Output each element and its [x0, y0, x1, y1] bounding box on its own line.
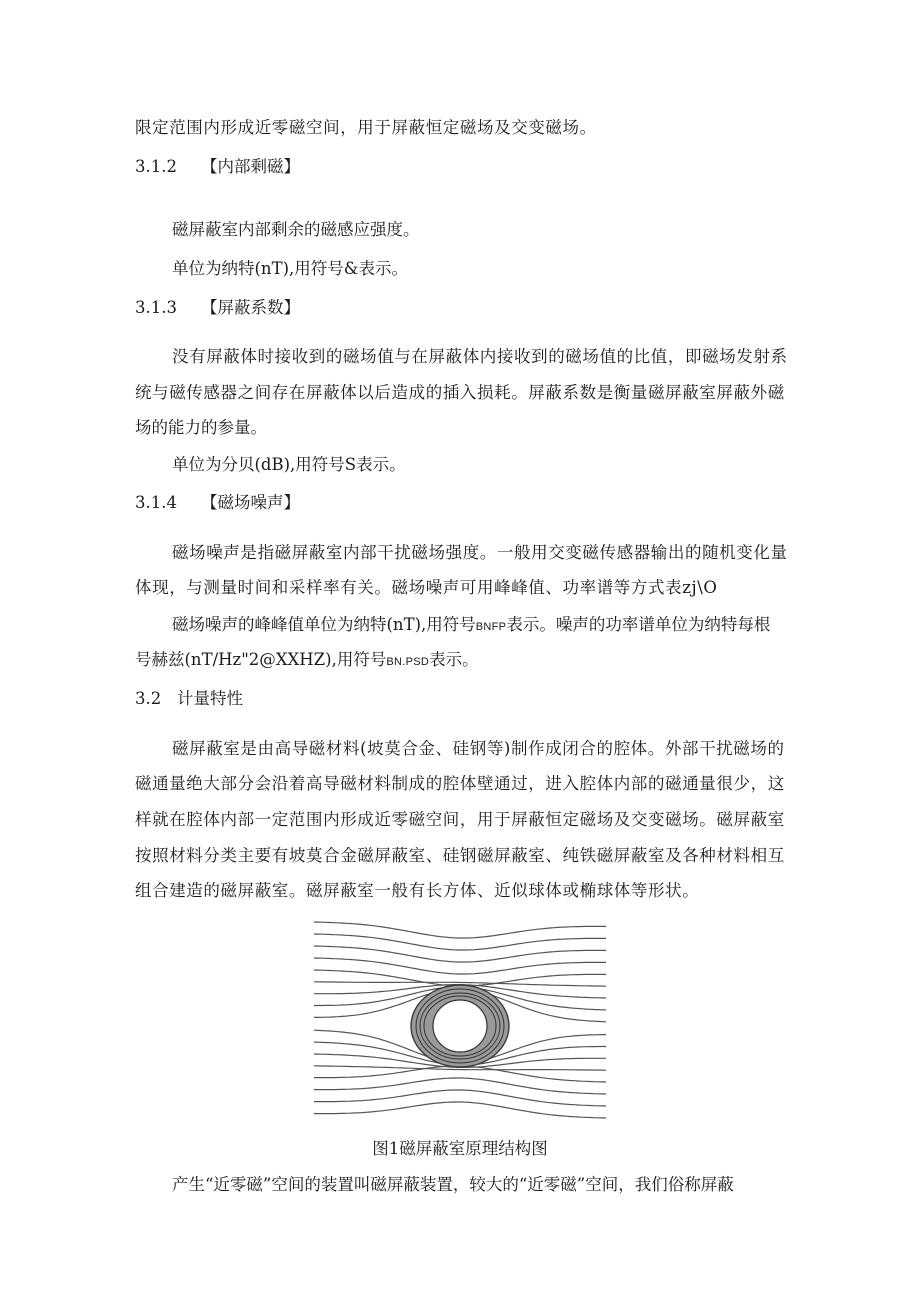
unit-text-part: 磁场噪声的峰峰值单位为纳特(nT),用符号: [172, 615, 476, 634]
unit-text: 单位为纳特(nT),用符号&表示。: [172, 259, 408, 278]
paragraph-line: 磁屏蔽室是由高导磁材料(坡莫合金、硅钢等)制作成闭合的腔体。外部干扰磁场的: [172, 739, 785, 758]
figure-caption: 图1磁屏蔽室原理结构图: [372, 1139, 548, 1158]
field-lines-drawing: [310, 918, 610, 1130]
closing-line: 产生“近零磁”空间的装置叫磁屏蔽装置，较大的“近零磁”空间，我们俗称屏蔽: [172, 1175, 734, 1194]
section-number: 3.2: [135, 689, 162, 708]
symbol-bnfp: BNFP: [475, 621, 507, 633]
section-heading-3-1-2: [135, 157, 795, 177]
paragraph-line: 没有屏蔽体时接收到的磁场值与在屏蔽体内接收到的磁场值的比值，即磁场发射系: [172, 347, 788, 366]
unit-text-part: 表示。噪声的功率谱单位为纳特每根: [506, 615, 771, 634]
unit-text: 单位为分贝(dB),用符号S表示。: [172, 455, 406, 474]
paragraph-line: 场的能力的参量。: [135, 418, 267, 437]
magnetic-shield-diagram: [310, 918, 610, 1130]
paragraph-line: 组合建造的磁屏蔽室。磁屏蔽室一般有长方体、近似球体或椭球体等形状。: [135, 881, 700, 900]
paragraph-line: 按照材料分类主要有坡莫合金磁屏蔽室、硅钢磁屏蔽室、纯铁磁屏蔽室及各种材料相互: [135, 846, 785, 865]
paragraph-line: 样就在腔体内部一定范围内形成近零磁空间，用于屏蔽恒定磁场及交变磁场。磁屏蔽室: [135, 810, 785, 829]
field-line: [314, 1066, 606, 1082]
paragraph-line: 体现，与测量时间和采样率有关。磁场噪声可用峰峰值、功率谱等方式表zj\O: [135, 578, 718, 597]
shield-shell: [411, 985, 509, 1067]
section-number: 3.1.2: [135, 157, 177, 176]
paragraph-line: 统与磁传感器之间存在屏蔽体以后造成的插入损耗。屏蔽系数是衡量磁屏蔽室屏蔽外磁: [135, 383, 785, 402]
section-number: 3.1.4: [135, 493, 177, 512]
field-line: [314, 970, 606, 986]
section-heading-3-1-3: [135, 298, 795, 318]
unit-text-part: 号赫兹(nT/Hz"2@XXHZ),用符号: [135, 650, 387, 669]
section-number: 3.1.3: [135, 298, 177, 317]
definition-text: 磁屏蔽室内部剩余的磁感应强度。: [172, 220, 420, 239]
paragraph-line: 磁场噪声是指磁屏蔽室内部干扰磁场强度。一般用交变磁传感器输出的随机变化量: [172, 543, 788, 562]
intro-tail-text: 限定范围内形成近零磁空间，用于屏蔽恒定磁场及交变磁场。: [135, 118, 597, 137]
paragraph-line: 磁通量绝大部分会沿着高导磁材料制成的腔体壁通过，进入腔体内部的磁通量很少，这: [135, 774, 785, 793]
noise-unit-line-2: [135, 650, 795, 672]
section-title: 计量特性: [177, 689, 243, 708]
section-heading-3-1-4: [135, 493, 795, 513]
section-title: 【磁场噪声】: [201, 493, 300, 512]
symbol-bnpsd: BN.PSD: [386, 656, 430, 668]
section-heading-3-2: [135, 689, 795, 709]
section-title: 【内部剩磁】: [201, 157, 300, 176]
noise-unit-line-1: [172, 615, 795, 637]
unit-text-part: 表示。: [429, 650, 479, 669]
section-title: 【屏蔽系数】: [201, 298, 300, 317]
